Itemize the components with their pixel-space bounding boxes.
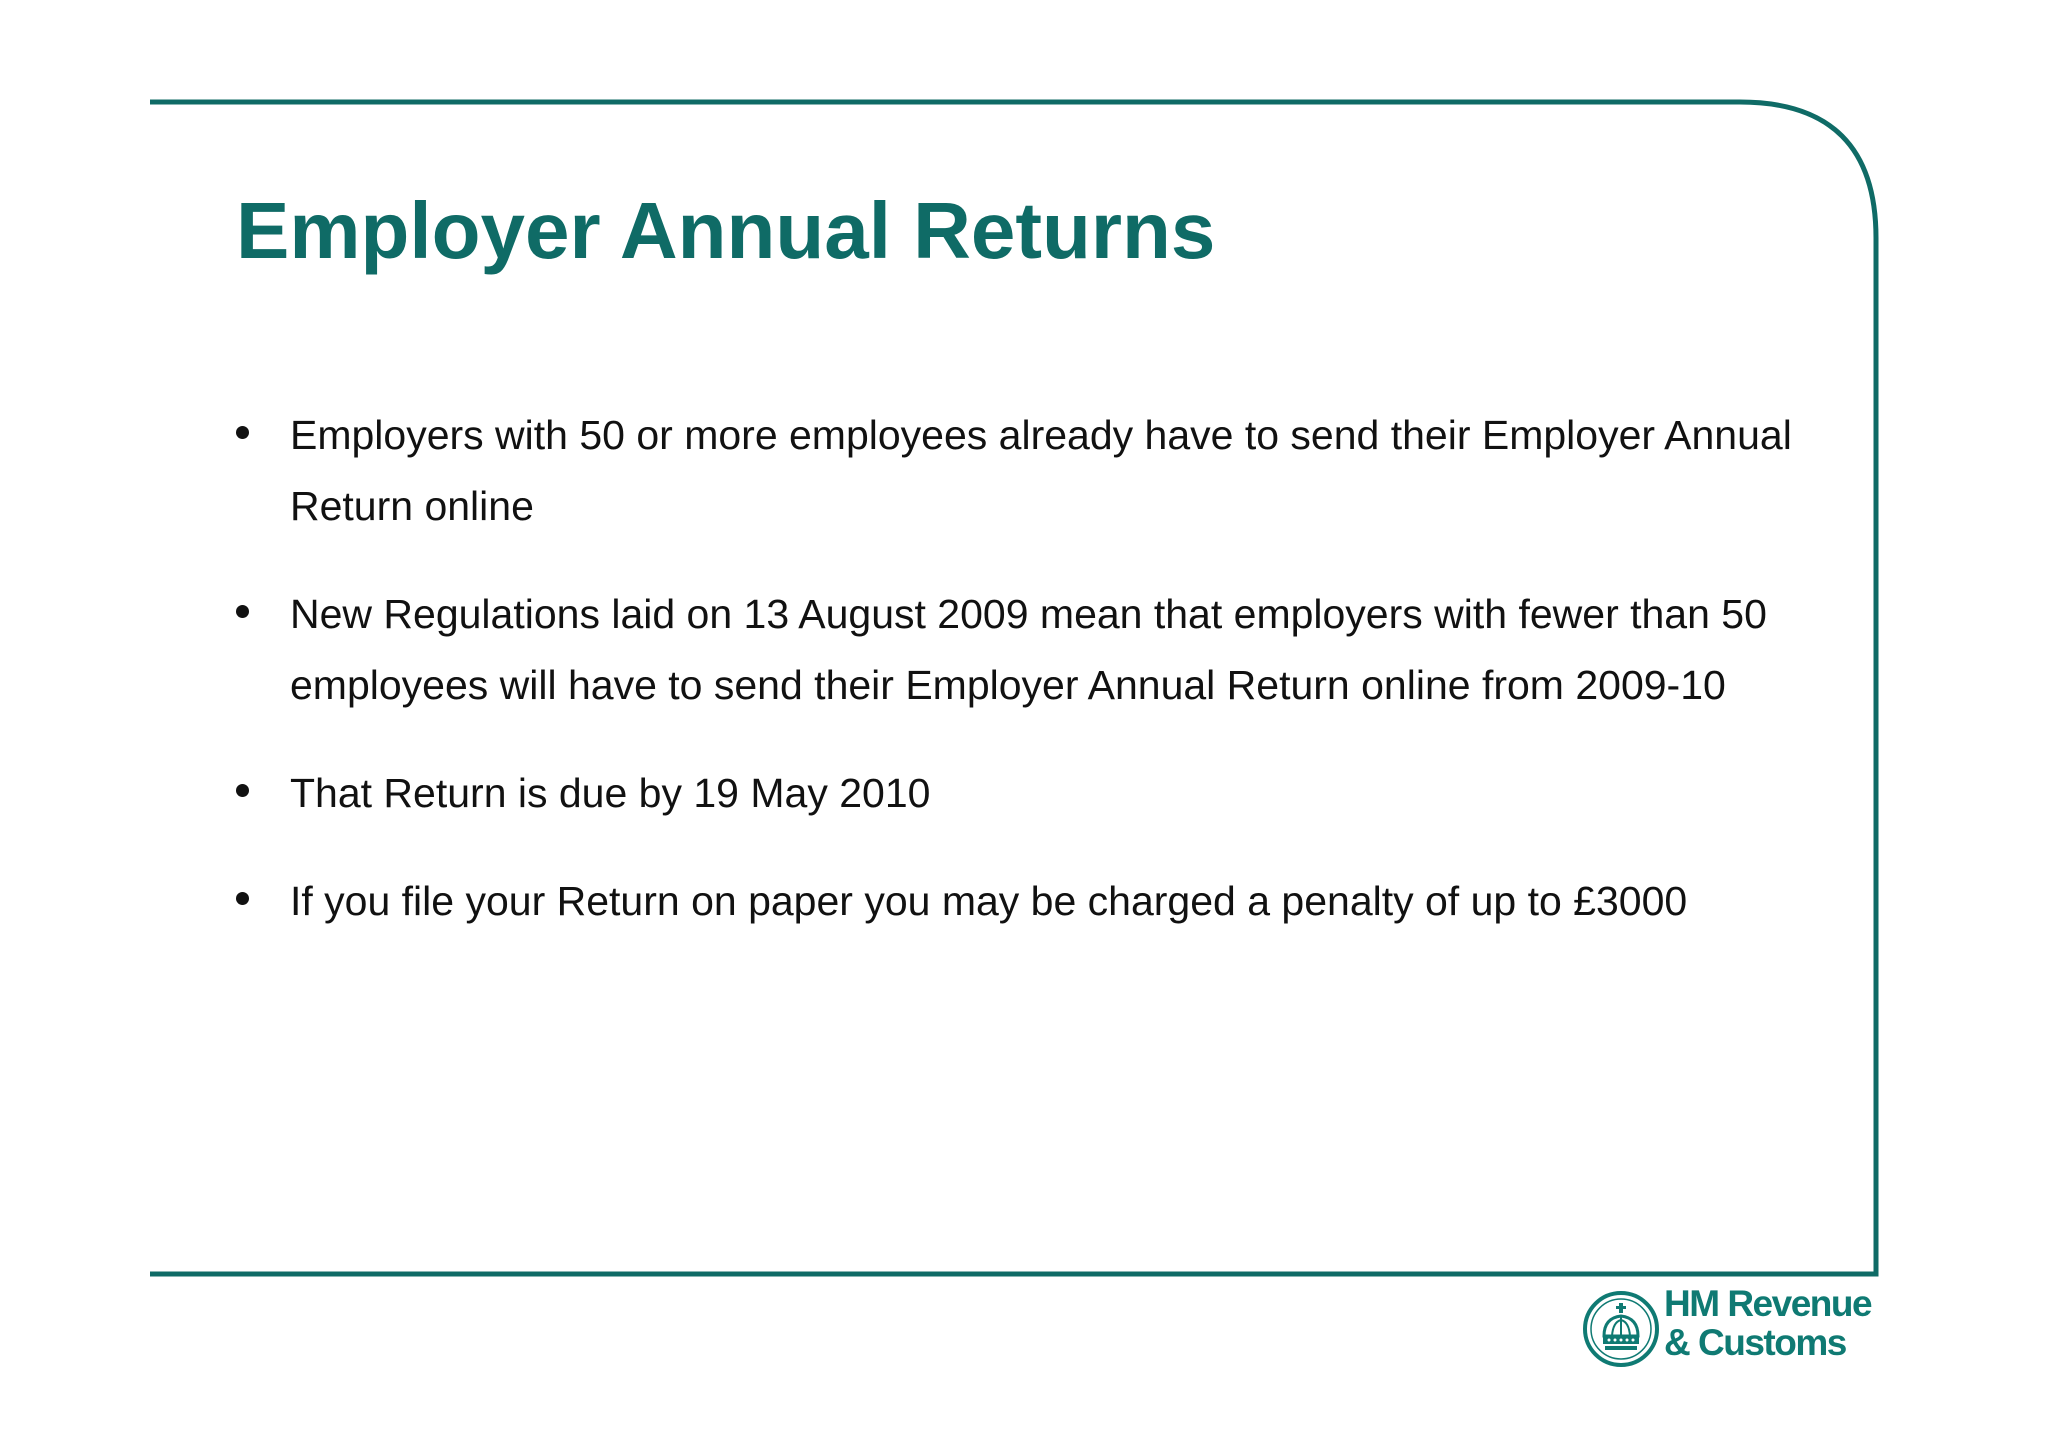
bullet-dot bbox=[236, 426, 249, 439]
bullet-list bbox=[236, 400, 1796, 974]
logo-line-1: HM Revenue bbox=[1664, 1283, 1872, 1324]
logo-wordmark bbox=[1664, 1284, 1871, 1362]
slide-title: Employer Annual Returns bbox=[236, 186, 1216, 275]
bullet-dot bbox=[236, 892, 249, 905]
bullet-dot bbox=[236, 784, 249, 797]
bullet-text: Employers with 50 or more employees already have to send their Employer Annual Return online bbox=[290, 412, 1792, 529]
bullet-dot bbox=[236, 605, 249, 618]
bullet-item bbox=[236, 758, 1796, 829]
crown-crest-icon bbox=[1582, 1290, 1660, 1368]
logo-line-2: & Customs bbox=[1664, 1322, 1846, 1363]
bullet-item bbox=[236, 866, 1796, 937]
bullet-item bbox=[236, 400, 1796, 542]
hmrc-logo bbox=[1582, 1283, 1892, 1372]
bullet-item bbox=[236, 579, 1796, 721]
bullet-text: New Regulations laid on 13 August 2009 mean that employers with fewer than 50 employees will have to send their Employer Annual Return online from 2009-10 bbox=[290, 591, 1767, 708]
bullet-text: That Return is due by 19 May 2010 bbox=[290, 770, 931, 816]
bullet-text: If you file your Return on paper you may be charged a penalty of up to £3000 bbox=[290, 878, 1688, 924]
